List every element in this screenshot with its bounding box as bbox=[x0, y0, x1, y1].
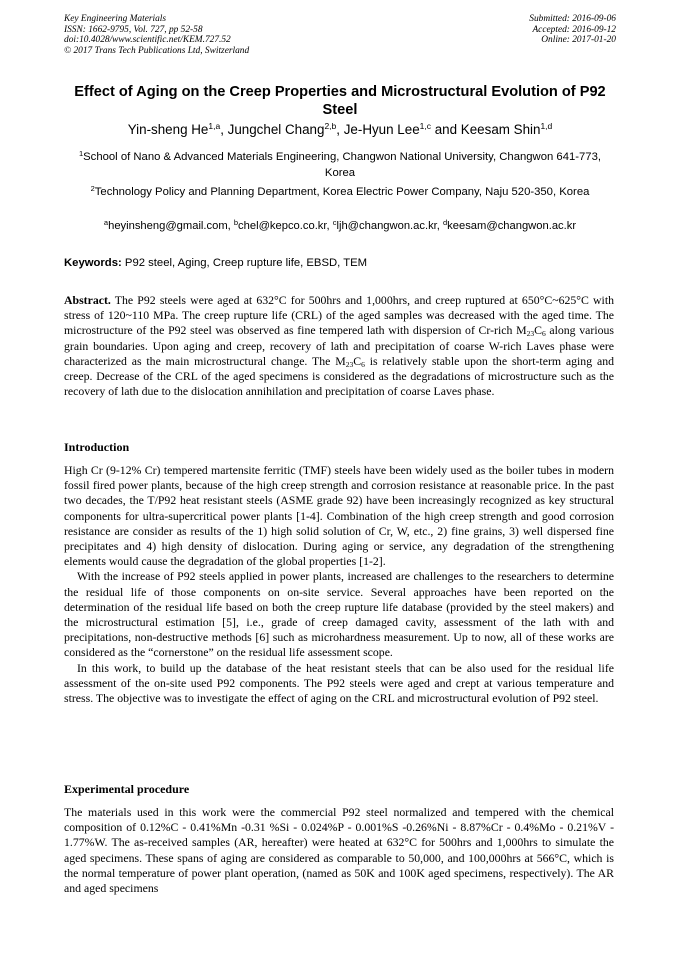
author-separator: , bbox=[336, 122, 344, 137]
email-address: ljh@changwon.ac.kr bbox=[336, 220, 437, 232]
introduction-heading: Introduction bbox=[64, 440, 130, 454]
author-superscript: 1,d bbox=[540, 121, 553, 131]
journal-doi: doi:10.4028/www.scientific.net/KEM.727.52 bbox=[64, 35, 231, 46]
experimental-section bbox=[64, 805, 614, 896]
author-list bbox=[64, 121, 616, 139]
abstract-paragraph bbox=[64, 293, 614, 399]
author-name: Je-Hyun Lee bbox=[343, 122, 420, 137]
journal-copyright: © 2017 Trans Tech Publications Ltd, Switzerland bbox=[64, 45, 250, 56]
abstract-text: C bbox=[353, 353, 362, 368]
author-superscript: 2,b bbox=[324, 121, 337, 131]
abstract-text: along various grain boundaries. Upon aging and creep, recovery of lath and precipitation of coarse W-rich Laves phase were characterized as the main microstructural change. The M bbox=[64, 323, 614, 368]
email-superscript: c bbox=[332, 218, 337, 227]
email-superscript: b bbox=[233, 218, 239, 227]
subscript: 23 bbox=[526, 329, 535, 339]
affiliation-text: School of Nano & Advanced Materials Engineering, Changwon National University, Changwon 641-773, Korea bbox=[83, 151, 602, 179]
author-superscript: 1,a bbox=[208, 121, 221, 131]
author-emails bbox=[64, 219, 616, 234]
email-address: heyinsheng@gmail.com bbox=[108, 220, 228, 232]
email-address: keesam@changwon.ac.kr bbox=[447, 220, 577, 232]
email-separator: , bbox=[436, 220, 443, 232]
email-superscript: a bbox=[103, 218, 109, 227]
journal-name: Key Engineering Materials bbox=[64, 14, 167, 24]
affiliation-superscript: 1 bbox=[78, 149, 84, 158]
email-separator: , bbox=[227, 220, 234, 232]
abstract bbox=[64, 293, 614, 399]
keywords-label: Keywords: bbox=[64, 257, 122, 269]
keywords-text: P92 steel, Aging, Creep rupture life, EBSD, TEM bbox=[121, 257, 368, 269]
abstract-text: is relatively stable upon the short-term aging and creep. Decrease of the CRL of the aged specimens is considered as the degradations of microstructure such as the recovery of lath due to the dislocation annihilation and precipitation of coarse Laves phase. bbox=[64, 353, 614, 399]
author-name: Yin-sheng He bbox=[127, 122, 209, 137]
journal-info bbox=[64, 14, 249, 56]
abstract-label: Abstract. bbox=[64, 293, 111, 307]
subscript: 23 bbox=[345, 359, 354, 369]
author-superscript: 1,c bbox=[419, 121, 431, 131]
introduction-paragraph: High Cr (9-12% Cr) tempered martensite ferritic (TMF) steels have been widely used as the boiler tubes in modern fossil fired power plants, because of the high creep strength and corrosion resistance at reasonable price. In the past two decades, the T/P92 heat resistant steels (ASME grade 92) have been increasingly recognized as key structural components for ultra-supercritical power plants [1-4]. Combination of the high creep strength and good corrosion resistance are consider as results of the 1) high solid solution of Cr, W, etc., 2) fine grains, 3) well dispersed fine precipitates and 4) high density of dislocation. During aging or service, any degradation of the strengthening elements would cause the degradation of the global properties [1-2]. bbox=[64, 463, 614, 569]
introduction-paragraph: In this work, to build up the database of the heat resistant steels that can be also used for the residual life assessment of the on-site used P92 components. The P92 steels were aged and crept at various temperature and stress. The objective was to investigate the effect of aging on the CRL and microstructural evolution of P92 steel. bbox=[64, 660, 614, 706]
affiliation-superscript: 2 bbox=[90, 184, 95, 193]
submission-dates bbox=[529, 14, 616, 46]
accepted-date: Accepted: 2016-09-12 bbox=[532, 24, 616, 35]
paper-title: Effect of Aging on the Creep Properties and Microstructural Evolution of P92 Steel bbox=[74, 84, 606, 118]
affiliation-1 bbox=[64, 150, 616, 181]
email-address: chel@kepco.co.kr bbox=[238, 220, 327, 232]
email-separator: , bbox=[326, 220, 333, 232]
abstract-text: C bbox=[534, 323, 542, 338]
introduction-section bbox=[64, 463, 614, 706]
author-separator: , bbox=[220, 122, 228, 137]
introduction-paragraph: With the increase of P92 steels applied in power plants, increased are challenges to the researchers to determine the residual life of those components on on-site service. Several approaches have been reported on the determination of the residual life based on both the creep rupture life database (provided by the steel makers) and the microstructural estimation [5], i.e., grade of creep damaged cavity, assessment of the lath with and precipitations, non-destructive methods [6] such as microhardness measurement. Up to now, all of these works are considered as the “cornerstone” on the residual life assessment scope. bbox=[64, 569, 614, 660]
journal-issn: ISSN: 1662-9795, Vol. 727, pp 52-58 bbox=[64, 24, 203, 35]
experimental-heading: Experimental procedure bbox=[64, 782, 190, 796]
subscript: 6 bbox=[541, 329, 546, 339]
affiliation-text: Technology Policy and Planning Department, Korea Electric Power Company, Naju 520-350, Korea bbox=[94, 186, 590, 198]
email-superscript: d bbox=[443, 218, 448, 227]
keywords bbox=[64, 256, 616, 271]
experimental-paragraph: The materials used in this work were the commercial P92 steel normalized and tempered with the chemical composition of 0.12%C - 0.41%Mn -0.31 %Si - 0.024%P - 0.001%S -0.26%Ni - 8.87%Cr - 0.4%Mo - 0.21%V - 1.77%W. The as-received samples (AR, hereafter) were heated at 632°C for 500hrs and 1,000hrs to simulate the aged specimens. These spans of aging are considered as comparable to 50,000, and 100,000hrs at 566°C, which is the normal temperature of power plant operation, (named as 50K and 100K aged specimens, respectively). The AR and aged specimens bbox=[64, 805, 614, 896]
abstract-text: The P92 steels were aged at 632°C for 500hrs and 1,000hrs, and creep ruptured at 650°C~625°C with stress of 120~110 MPa. The creep rupture life (CRL) of the aged samples was decreased with the aged time. The microstructure of the P92 steel was observed as fine tempered lath with dispersion of Cr-rich M bbox=[64, 293, 614, 338]
submitted-date: Submitted: 2016-09-06 bbox=[529, 14, 616, 24]
online-date: Online: 2017-01-20 bbox=[541, 35, 616, 46]
author-name: Jungchel Chang bbox=[227, 122, 325, 137]
author-separator: and bbox=[431, 122, 461, 137]
affiliation-2 bbox=[64, 185, 616, 201]
author-name: Keesam Shin bbox=[460, 122, 541, 137]
subscript: 6 bbox=[361, 359, 365, 369]
